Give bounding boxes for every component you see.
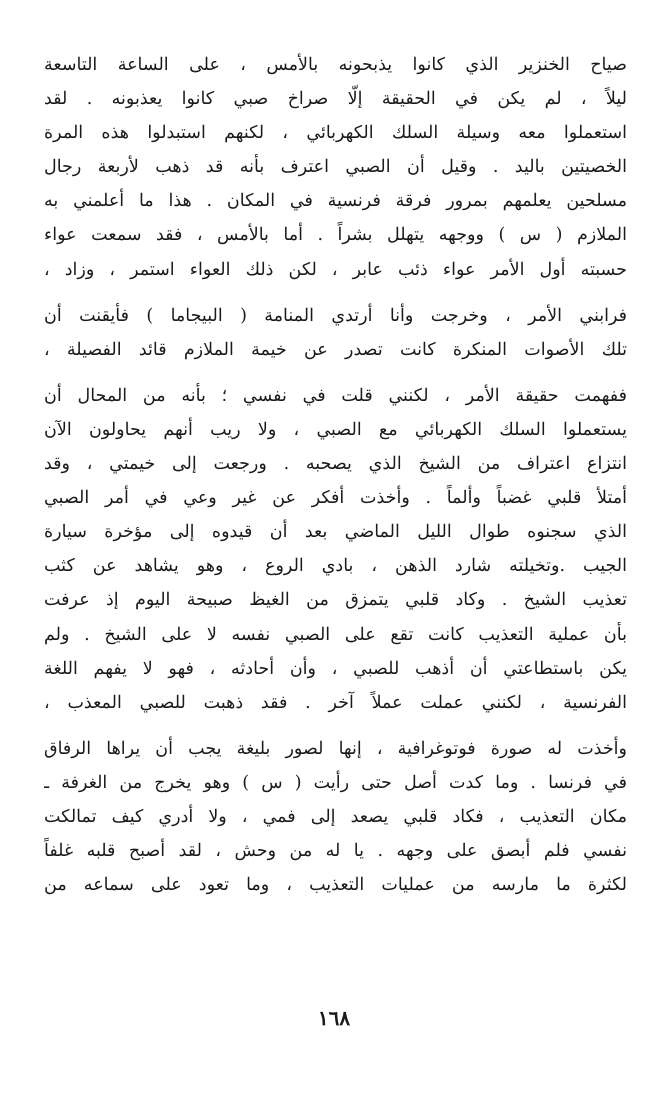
text-line: حسبته أول الأمر عواء ذئب عابر ، لكن ذلك العواء استمر ، وزاد ، bbox=[44, 259, 627, 280]
text-line: فرابني الأمر ، وخرجت وأنا أرتدي المنامة ( البيجاما ) فأيقنت أن bbox=[44, 305, 627, 326]
page-number: ١٦٨ bbox=[317, 1006, 351, 1030]
text-line: ليلاً ، لم يكن في الحقيقة إلّا صراخ صبي كانوا يعذبونه . لقد bbox=[44, 89, 627, 110]
text-line: في فرنسا . وما كدت أصل حتى رأيت ( س ) وهو يخرج من الغرفة ـ bbox=[44, 772, 627, 793]
text-line: الملازم ( س ) ووجهه يتهلل بشراً . أما بالأمس ، فقد سمعت عواء bbox=[44, 225, 627, 246]
paragraph-gap bbox=[44, 367, 627, 379]
text-line: تلك الأصوات المنكرة كانت تصدر عن خيمة الملازم قائد الفصيلة ، bbox=[44, 339, 627, 360]
paragraph-4 bbox=[44, 732, 627, 902]
paragraph-1 bbox=[44, 48, 627, 287]
text-line: بأن عملية التعذيب كانت تقع على الصبي نفسه لا على الشيخ . ولم bbox=[44, 624, 627, 645]
text-line: صياح الخنزير الذي كانوا يذبحونه بالأمس ، على الساعة التاسعة bbox=[44, 55, 627, 75]
text-line: وأخذت له صورة فوتوغرافية ، إنها لصور بليغة يجب أن يراها الرفاق bbox=[44, 738, 627, 759]
text-line: مسلحين يعلمهم بمرور فرقة فرنسية في المكان . هذا ما أعلمني به bbox=[44, 191, 627, 212]
paragraph-gap bbox=[44, 720, 627, 732]
text-line: نفسي فلم أبصق على وجهه . يا له من وحش ، لقد أصبح قلبه غلفاً bbox=[44, 841, 627, 862]
text-line: لكثرة ما مارسه من عمليات التعذيب ، وما تعود على سماعه من bbox=[44, 875, 627, 896]
text-line: أمتلأ قلبي غضباً وألماً . وأخذت أفكر عن غير وعي في أمر الصبي bbox=[44, 488, 627, 509]
text-line: يستعملوا السلك الكهربائي مع الصبي ، ولا ريب أنهم يحاولون الآن bbox=[44, 419, 627, 440]
text-line: استعملوا معه وسيلة السلك الكهربائي ، لكنهم استبدلوا هذه المرة bbox=[44, 123, 627, 144]
paragraph-2 bbox=[44, 299, 627, 367]
text-line: تعذيب الشيخ . وكاد قلبي يتمزق من الغيظ صبيحة اليوم إذ عرفت bbox=[44, 590, 627, 611]
text-line: يكن باستطاعتي أن أذهب للصبي ، وأن أحادثه ، فهو لا يفهم اللغة bbox=[44, 658, 627, 679]
text-line: الفرنسية ، لكنني عملت عملاً آخر . فقد ذهبت للصبي المعذب ، bbox=[44, 692, 627, 713]
paragraph-3 bbox=[44, 379, 627, 720]
text-line: ففهمت حقيقة الأمر ، لكنني قلت في نفسي ؛ بأنه من المحال أن bbox=[44, 385, 627, 406]
page-body bbox=[44, 48, 627, 902]
text-line: الذي سجنوه طوال الليل الماضي بعد أن قيدوه إلى مؤخرة سيارة bbox=[44, 522, 627, 543]
text-line: مكان التعذيب ، فكاد قلبي يصعد إلى فمي ، ولا أدري كيف تمالكت bbox=[44, 806, 627, 827]
text-line: الخصيتين باليد . وقيل أن الصبي اعترف بأنه قد ذهب لأربعة رجال bbox=[44, 157, 627, 178]
text-line: انتزاع اعتراف من الشيخ الذي يصحبه . ورجعت إلى خيمتي ، وقد bbox=[44, 454, 627, 475]
paragraph-gap bbox=[44, 287, 627, 299]
text-line: الجيب .وتخيلته شارد الذهن ، بادي الروع ، وهو يشاهد عن كثب bbox=[44, 556, 627, 577]
